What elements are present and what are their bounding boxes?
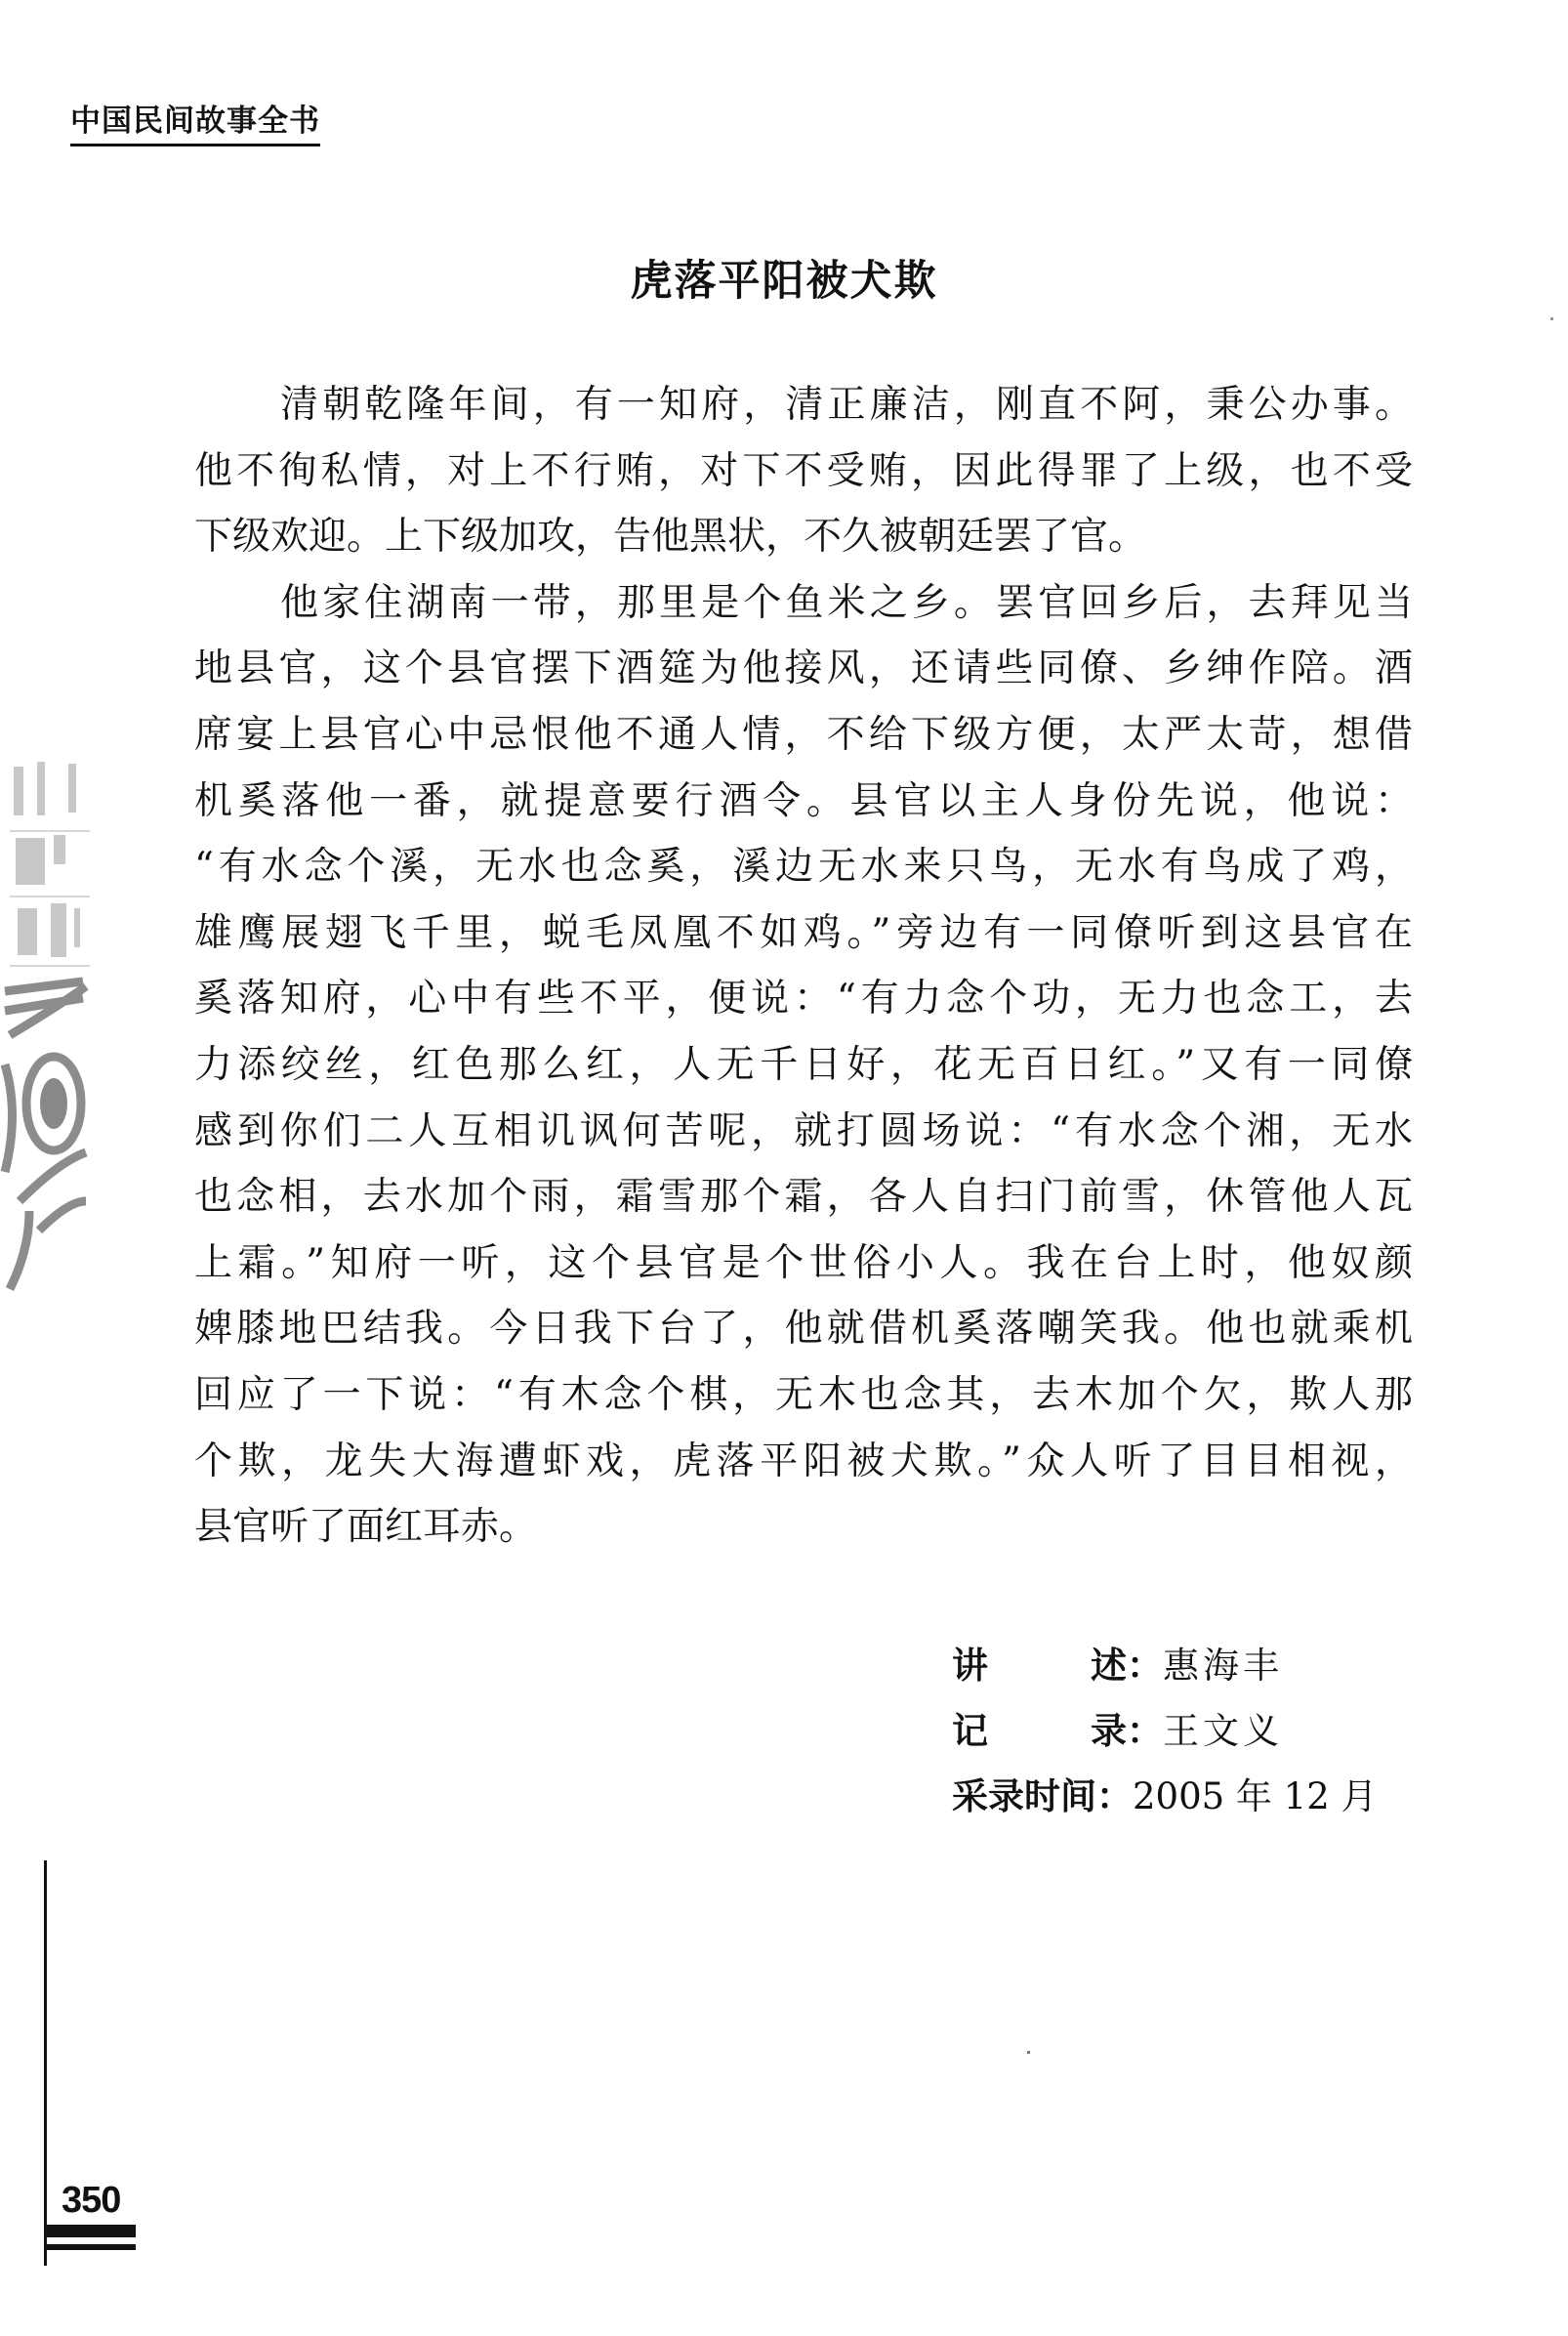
- label-part: 录：: [1091, 1710, 1163, 1752]
- side-ornament-image: [0, 742, 90, 1318]
- text-line: 个欺，龙失大海遭虾戏，虎落平阳被犬欺。”众人听了目目相视，: [194, 1439, 1413, 1483]
- series-header: 中国民间故事全书: [70, 96, 320, 146]
- text-line: 感到你们二人互相讥讽何苦呢，就打圆场说：“有水念个湘，无水: [194, 1108, 1413, 1153]
- margin-rule: [44, 1860, 47, 2266]
- credits: [952, 1633, 1378, 1829]
- text-line: 他家住湖南一带，那里是个鱼米之乡。罢官回乡后，去拜见当: [280, 580, 1413, 625]
- scan-speck: [1550, 317, 1553, 320]
- text-line: 地县官，这个县官摆下酒筵为他接风，还请些同僚、乡绅作陪。酒: [194, 647, 1413, 691]
- date-credit: [952, 1764, 1378, 1829]
- date-label: 采录时间：: [952, 1775, 1133, 1817]
- label-part: 讲: [952, 1645, 988, 1687]
- text-line: 机奚落他一番，就提意要行酒令。县官以主人身份先说，他说：: [194, 778, 1413, 823]
- recorder-credit: [952, 1698, 1378, 1764]
- scan-speck: [1027, 2051, 1030, 2054]
- text-line: 回应了一下说：“有木念个棋，无木也念其，去木加个欠，欺人那: [194, 1372, 1413, 1417]
- narrator-credit: [952, 1633, 1378, 1698]
- story-title: 虎落平阳被犬欺: [630, 257, 938, 306]
- recorder-label: [952, 1698, 1163, 1764]
- text-line: 他不徇私情，对上不行贿，对下不受贿，因此得罪了上级，也不受: [194, 448, 1413, 493]
- label-part: 记: [952, 1710, 988, 1752]
- text-line: 席宴上县官心中忌恨他不通人情，不给下级方便，太严太苛，想借: [194, 712, 1413, 757]
- text-line: 清朝乾隆年间，有一知府，清正廉洁，刚直不阿，秉公办事。: [280, 383, 1413, 427]
- page-number-thin-rule: [45, 2244, 136, 2250]
- label-part: 述：: [1091, 1645, 1163, 1687]
- text-line: 县官听了面红耳赤。: [194, 1505, 538, 1550]
- text-line: 上霜。”知府一听，这个县官是个世俗小人。我在台上时，他奴颜: [194, 1240, 1413, 1285]
- page-number: 350: [62, 2180, 121, 2221]
- recorder-name: 王文义: [1163, 1710, 1283, 1752]
- text-line: “有水念个溪，无水也念奚，溪边无水来只鸟，无水有鸟成了鸡，: [194, 845, 1413, 890]
- text-line: 婢膝地巴结我。今日我下台了，他就借机奚落嘲笑我。他也就乘机: [194, 1307, 1413, 1352]
- text-line: 下级欢迎。上下级加攻，告他黑状，不久被朝廷罢了官。: [194, 515, 1147, 560]
- text-line: 也念相，去水加个雨，霜雪那个霜，各人自扫门前雪，休管他人瓦: [194, 1175, 1413, 1220]
- record-date: 2005 年 12 月: [1133, 1775, 1378, 1817]
- page-number-thick-rule: [45, 2225, 136, 2237]
- story-body: [194, 372, 1413, 1561]
- text-line: 力添绞丝，红色那么红，人无千日好，花无百日红。”又有一同僚: [194, 1042, 1413, 1087]
- narrator-name: 惠海丰: [1163, 1645, 1283, 1687]
- narrator-label: [952, 1633, 1163, 1698]
- text-line: 雄鹰展翅飞千里，蜕毛凤凰不如鸡。”旁边有一同僚听到这县官在: [194, 910, 1413, 955]
- text-line: 奚落知府，心中有些不平，便说：“有力念个功，无力也念工，去: [194, 977, 1413, 1022]
